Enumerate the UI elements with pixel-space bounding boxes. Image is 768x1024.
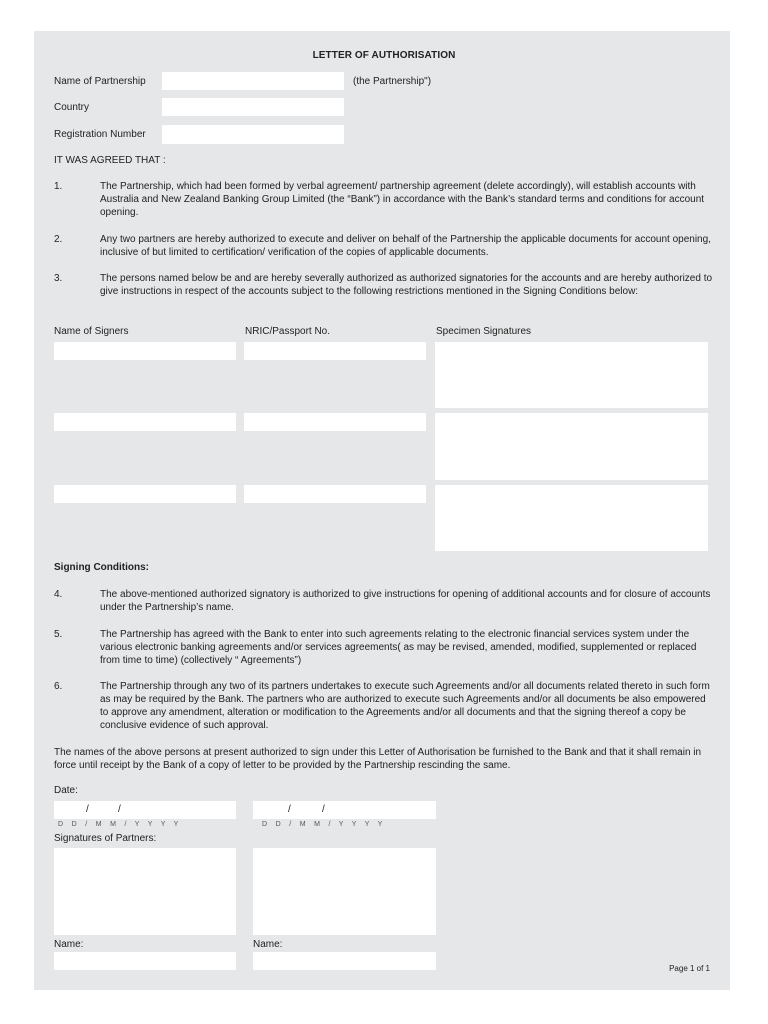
country-field[interactable]	[162, 98, 344, 116]
clause-number: 4.	[54, 589, 63, 600]
partner-name-field-1[interactable]	[54, 952, 236, 970]
signer-name-field-2[interactable]	[54, 413, 236, 431]
clause-number: 5.	[54, 629, 63, 640]
partner-signature-box-1[interactable]	[54, 848, 236, 935]
agreed-heading: IT WAS AGREED THAT :	[54, 155, 166, 166]
date-separator: /	[118, 804, 121, 815]
clause-text: The persons named below be and are hereby severally authorized as authorized signatories for the accounts and are hereby authorized to give instructions in respect of the accounts subject to the following restrictions mentioned in the Signing Conditions below:	[100, 273, 713, 297]
partnership-name-field[interactable]	[162, 72, 344, 90]
date-format-hint: D D / M M / Y Y Y Y	[262, 821, 386, 828]
signer-id-field-3[interactable]	[244, 485, 426, 503]
date-label: Date:	[54, 785, 78, 796]
clause-text: The Partnership through any two of its partners undertakes to execute such Agreements and/or all documents related thereto in such form as may be required by the Bank. The partners who are authorized to execute such Agreements and/or all documents be also empowered to approve any amendment, alteration or modification to the Agreements and/or all documents and that the signing thereof a copy be conclusive evidence of such approval.	[100, 681, 710, 731]
signing-conditions-heading: Signing Conditions:	[54, 562, 149, 573]
closing-paragraph	[54, 746, 718, 774]
condition-6	[54, 680, 718, 734]
clause-text: The Partnership has agreed with the Bank to enter into such agreements relating to the electronic financial services system under the various electronic banking agreements and/or services agreements( as may be revised, amended, modified, supplemented or replaced from time to time) (collectively “ Agreements”)	[100, 629, 697, 666]
signer-name-field-3[interactable]	[54, 485, 236, 503]
page-number: Page 1 of 1	[669, 964, 710, 973]
closing-paragraph-text: The names of the above persons at present authorized to sign under this Letter of Authorisation be furnished to the Bank and that it shall remain in force until receipt by the Bank of a copy of letter to be provided by the Partnership rescinding the same.	[54, 747, 702, 771]
clause-number: 3.	[54, 273, 63, 284]
column-header-signature: Specimen Signatures	[436, 326, 532, 337]
clause-3	[54, 272, 718, 312]
clause-1	[54, 180, 718, 220]
country-label: Country	[54, 102, 90, 113]
clause-text: Any two partners are hereby authorized to execute and deliver on behalf of the Partnership the applicable documents for account opening, inclusive of but limited to certification/ verification of the copies of applicable documents.	[100, 234, 711, 258]
document-title: LETTER OF AUTHORISATION	[312, 50, 456, 61]
partnership-name-label: Name of Partnership	[54, 76, 146, 87]
clause-number: 6.	[54, 681, 63, 692]
date-separator: /	[288, 804, 291, 815]
signer-name-field-1[interactable]	[54, 342, 236, 360]
signatures-of-partners-label: Signatures of Partners:	[54, 833, 157, 844]
partner-name-label-2: Name:	[253, 939, 283, 950]
signer-id-field-2[interactable]	[244, 413, 426, 431]
date-field-2[interactable]	[253, 801, 436, 819]
condition-4	[54, 588, 718, 616]
specimen-signature-box-3[interactable]	[435, 485, 708, 551]
specimen-signature-box-2[interactable]	[435, 413, 708, 480]
clause-text: The Partnership, which had been formed by verbal agreement/ partnership agreement (delete accordingly), will establish accounts with Australia and New Zealand Banking Group Limited (the “Bank”) in accordance with the Bank’s standard terms and conditions for account opening.	[100, 181, 705, 218]
column-header-signer-name: Name of Signers	[54, 326, 129, 337]
specimen-signature-box-1[interactable]	[435, 342, 708, 408]
clause-2	[54, 233, 718, 261]
registration-number-field[interactable]	[162, 125, 344, 144]
date-format-hint: D D / M M / Y Y Y Y	[58, 821, 182, 828]
partner-signature-box-2[interactable]	[253, 848, 436, 935]
clause-number: 2.	[54, 234, 63, 245]
partner-name-label-1: Name:	[54, 939, 84, 950]
partner-name-field-2[interactable]	[253, 952, 436, 970]
signer-id-field-1[interactable]	[244, 342, 426, 360]
date-field-1[interactable]	[54, 801, 236, 819]
condition-5	[54, 628, 718, 668]
date-separator: /	[322, 804, 325, 815]
partnership-suffix: (the Partnership")	[353, 76, 432, 87]
clause-number: 1.	[54, 181, 63, 192]
date-separator: /	[86, 804, 89, 815]
clause-text: The above-mentioned authorized signatory is authorized to give instructions for opening of additional accounts and for closure of accounts under the Partnership’s name.	[100, 589, 711, 613]
registration-number-label: Registration Number	[54, 129, 146, 140]
column-header-id: NRIC/Passport No.	[245, 326, 331, 337]
